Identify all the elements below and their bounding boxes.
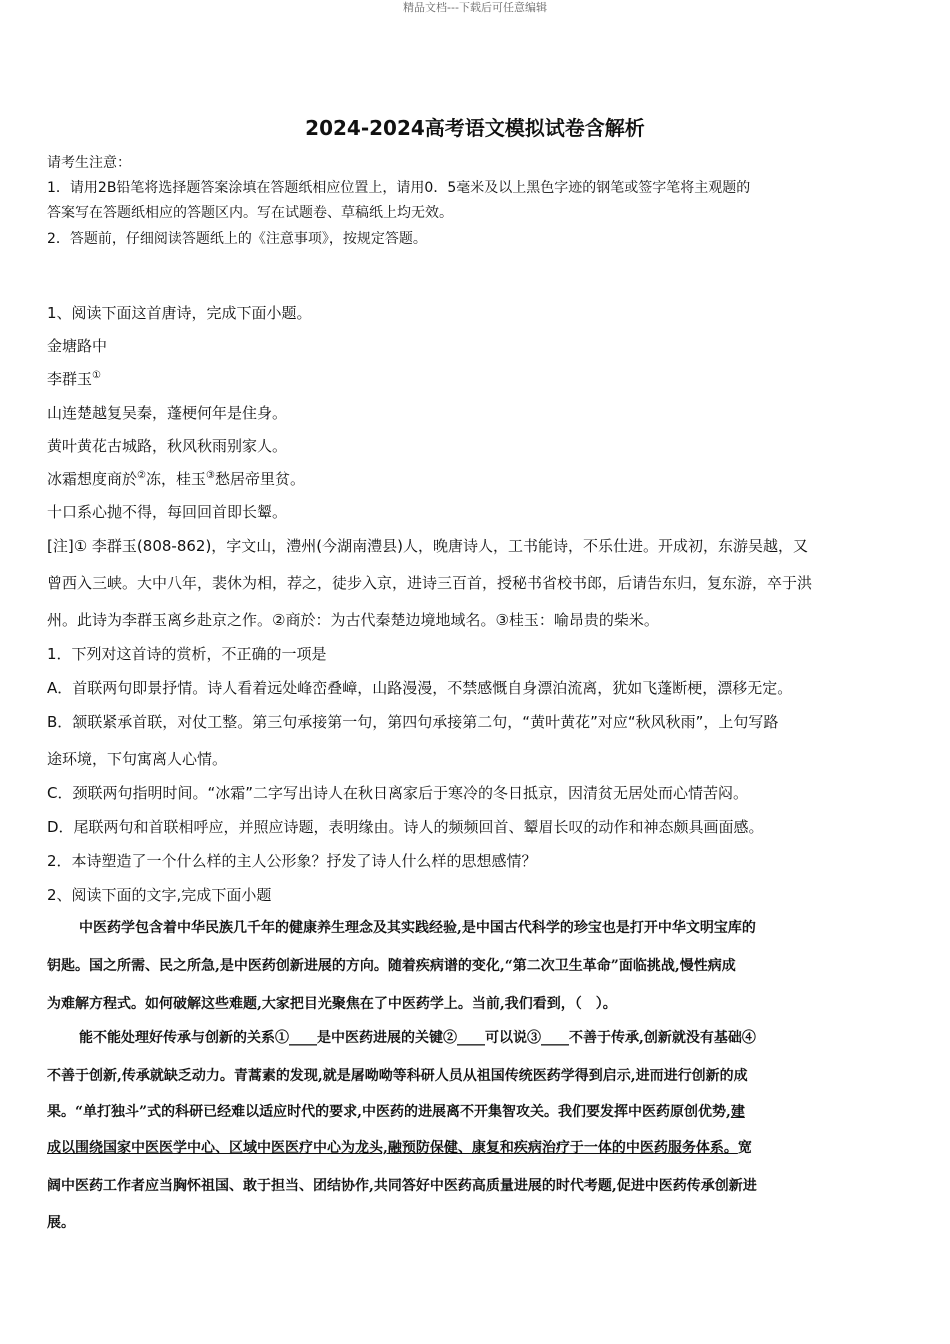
passage-p2-line-3: 果。“单打独斗”式的科研已经难以适应时代的要求,中医药的进展离不开集智攻关。我们要发挥中医药原创优势,建 bbox=[47, 1104, 745, 1120]
q1-intro: 1、阅读下面这首唐诗，完成下面小题。 bbox=[47, 304, 312, 322]
poem-title: 金塘路中 bbox=[47, 337, 108, 355]
option-d: D．尾联两句和首联相呼应，并照应诗题，表明缘由。诗人的频频回首、颦眉长叹的动作和神态颇具画面感。 bbox=[47, 818, 764, 836]
underlined-sentence: 成以围绕国家中医医学中心、区域中医医疗中心为龙头,融预防保健、康复和疾病治疗于一体的中医药服务体系。 bbox=[47, 1140, 738, 1156]
passage-p2-line-4: 成以围绕国家中医医学中心、区域中医医疗中心为龙头,融预防保健、康复和疾病治疗于一体的中医药服务体系。宽 bbox=[47, 1140, 752, 1156]
notice-line-1: 1．请用2B铅笔将选择题答案涂填在答题纸相应位置上，请用0．5毫米及以上黑色字迹的钢笔或签字笔将主观题的 bbox=[47, 180, 751, 196]
passage-p1-line-3: 为难解方程式。如何破解这些难题,大家把目光聚焦在了中医药学上。当前,我们看到，（ ）。 bbox=[47, 996, 617, 1012]
notice-line-3: 2．答题前，仔细阅读答题纸上的《注意事项》，按规定答题。 bbox=[47, 231, 427, 247]
subquestion-1: 1．下列对这首诗的赏析，不正确的一项是 bbox=[47, 645, 327, 663]
page-title: 2024-2024高考语文模拟试卷含解析 bbox=[305, 116, 645, 140]
annotation-line-3: 州。此诗为李群玉离乡赴京之作。②商於：为古代秦楚边境地域名。③桂玉：喻昂贵的柴米。 bbox=[47, 611, 659, 629]
notice-heading: 请考生注意： bbox=[47, 155, 131, 171]
passage-p2-line-5: 阔中医药工作者应当胸怀祖国、敢于担当、团结协作,共同答好中医药高质量进展的时代考题,促进中医药传承创新进 bbox=[47, 1178, 757, 1194]
annotation-line-2: 曾西入三峡。大中八年，裴休为相，荐之，徒步入京，进诗三百首，授秘书省校书郎，后请告东归，复东游，卒于洪 bbox=[47, 574, 813, 592]
passage-p2-line-2: 不善于创新,传承就缺乏动力。青蒿素的发现,就是屠呦呦等科研人员从祖国传统医药学得到启示,进而进行创新的成 bbox=[47, 1068, 748, 1084]
notice-line-2: 答案写在答题纸相应的答题区内。写在试题卷、草稿纸上均无效。 bbox=[47, 205, 453, 221]
passage-p2-line-6: 展。 bbox=[47, 1215, 75, 1231]
poem-line-3: 冰霜想度商於②冻，桂玉③愁居帝里贫。 bbox=[47, 470, 305, 488]
passage-p1-line-2: 钥匙。国之所需、民之所急,是中医药创新进展的方向。随着疾病谱的变化,“第二次卫生革命”面临挑战,慢性病成 bbox=[47, 958, 736, 974]
option-b-line-1: B．颔联紧承首联，对仗工整。第三句承接第一句，第四句承接第二句，“黄叶黄花”对应“秋风秋雨”，上句写路 bbox=[47, 713, 779, 731]
annotation-line-1: [注]① 李群玉(808-862)，字文山，澧州(今湖南澧县)人，晚唐诗人，工书能诗，不乐仕进。开成初，东游吴越，又 bbox=[47, 537, 809, 555]
poem-line-2: 黄叶黄花古城路，秋风秋雨别家人。 bbox=[47, 437, 288, 455]
option-b-line-2: 途环境，下句寓离人心情。 bbox=[47, 750, 228, 768]
page-header: 精品文档---下载后可任意编辑 bbox=[403, 1, 547, 14]
option-c: C．颈联两句指明时间。“冰霜”二字写出诗人在秋日离家后于寒冷的冬日抵京，因清贫无居处而心情苦闷。 bbox=[47, 784, 749, 802]
option-a: A．首联两句即景抒情。诗人看着远处峰峦叠嶂，山路漫漫，不禁感慨自身漂泊流离，犹如飞蓬断梗，漂移无定。 bbox=[47, 679, 793, 697]
poem-author: 李群玉① bbox=[47, 370, 101, 388]
passage-p1-line-1: 中医药学包含着中华民族几千年的健康养生理念及其实践经验,是中国古代科学的珍宝也是打开中华文明宝库的 bbox=[79, 920, 756, 936]
q2-intro: 2、阅读下面的文字,完成下面小题 bbox=[47, 886, 272, 904]
poem-line-1: 山连楚越复吴秦，蓬梗何年是住身。 bbox=[47, 404, 288, 422]
poem-line-4: 十口系心抛不得，每回回首即长颦。 bbox=[47, 503, 288, 521]
subquestion-2: 2．本诗塑造了一个什么样的主人公形象？抒发了诗人什么样的思想感情？ bbox=[47, 852, 537, 870]
passage-p2-line-1: 能不能处理好传承与创新的关系①____是中医药进展的关键②____可以说③____不善于传承,创新就没有基础④ bbox=[79, 1030, 756, 1046]
underlined-sentence-start: 建 bbox=[730, 1104, 745, 1120]
